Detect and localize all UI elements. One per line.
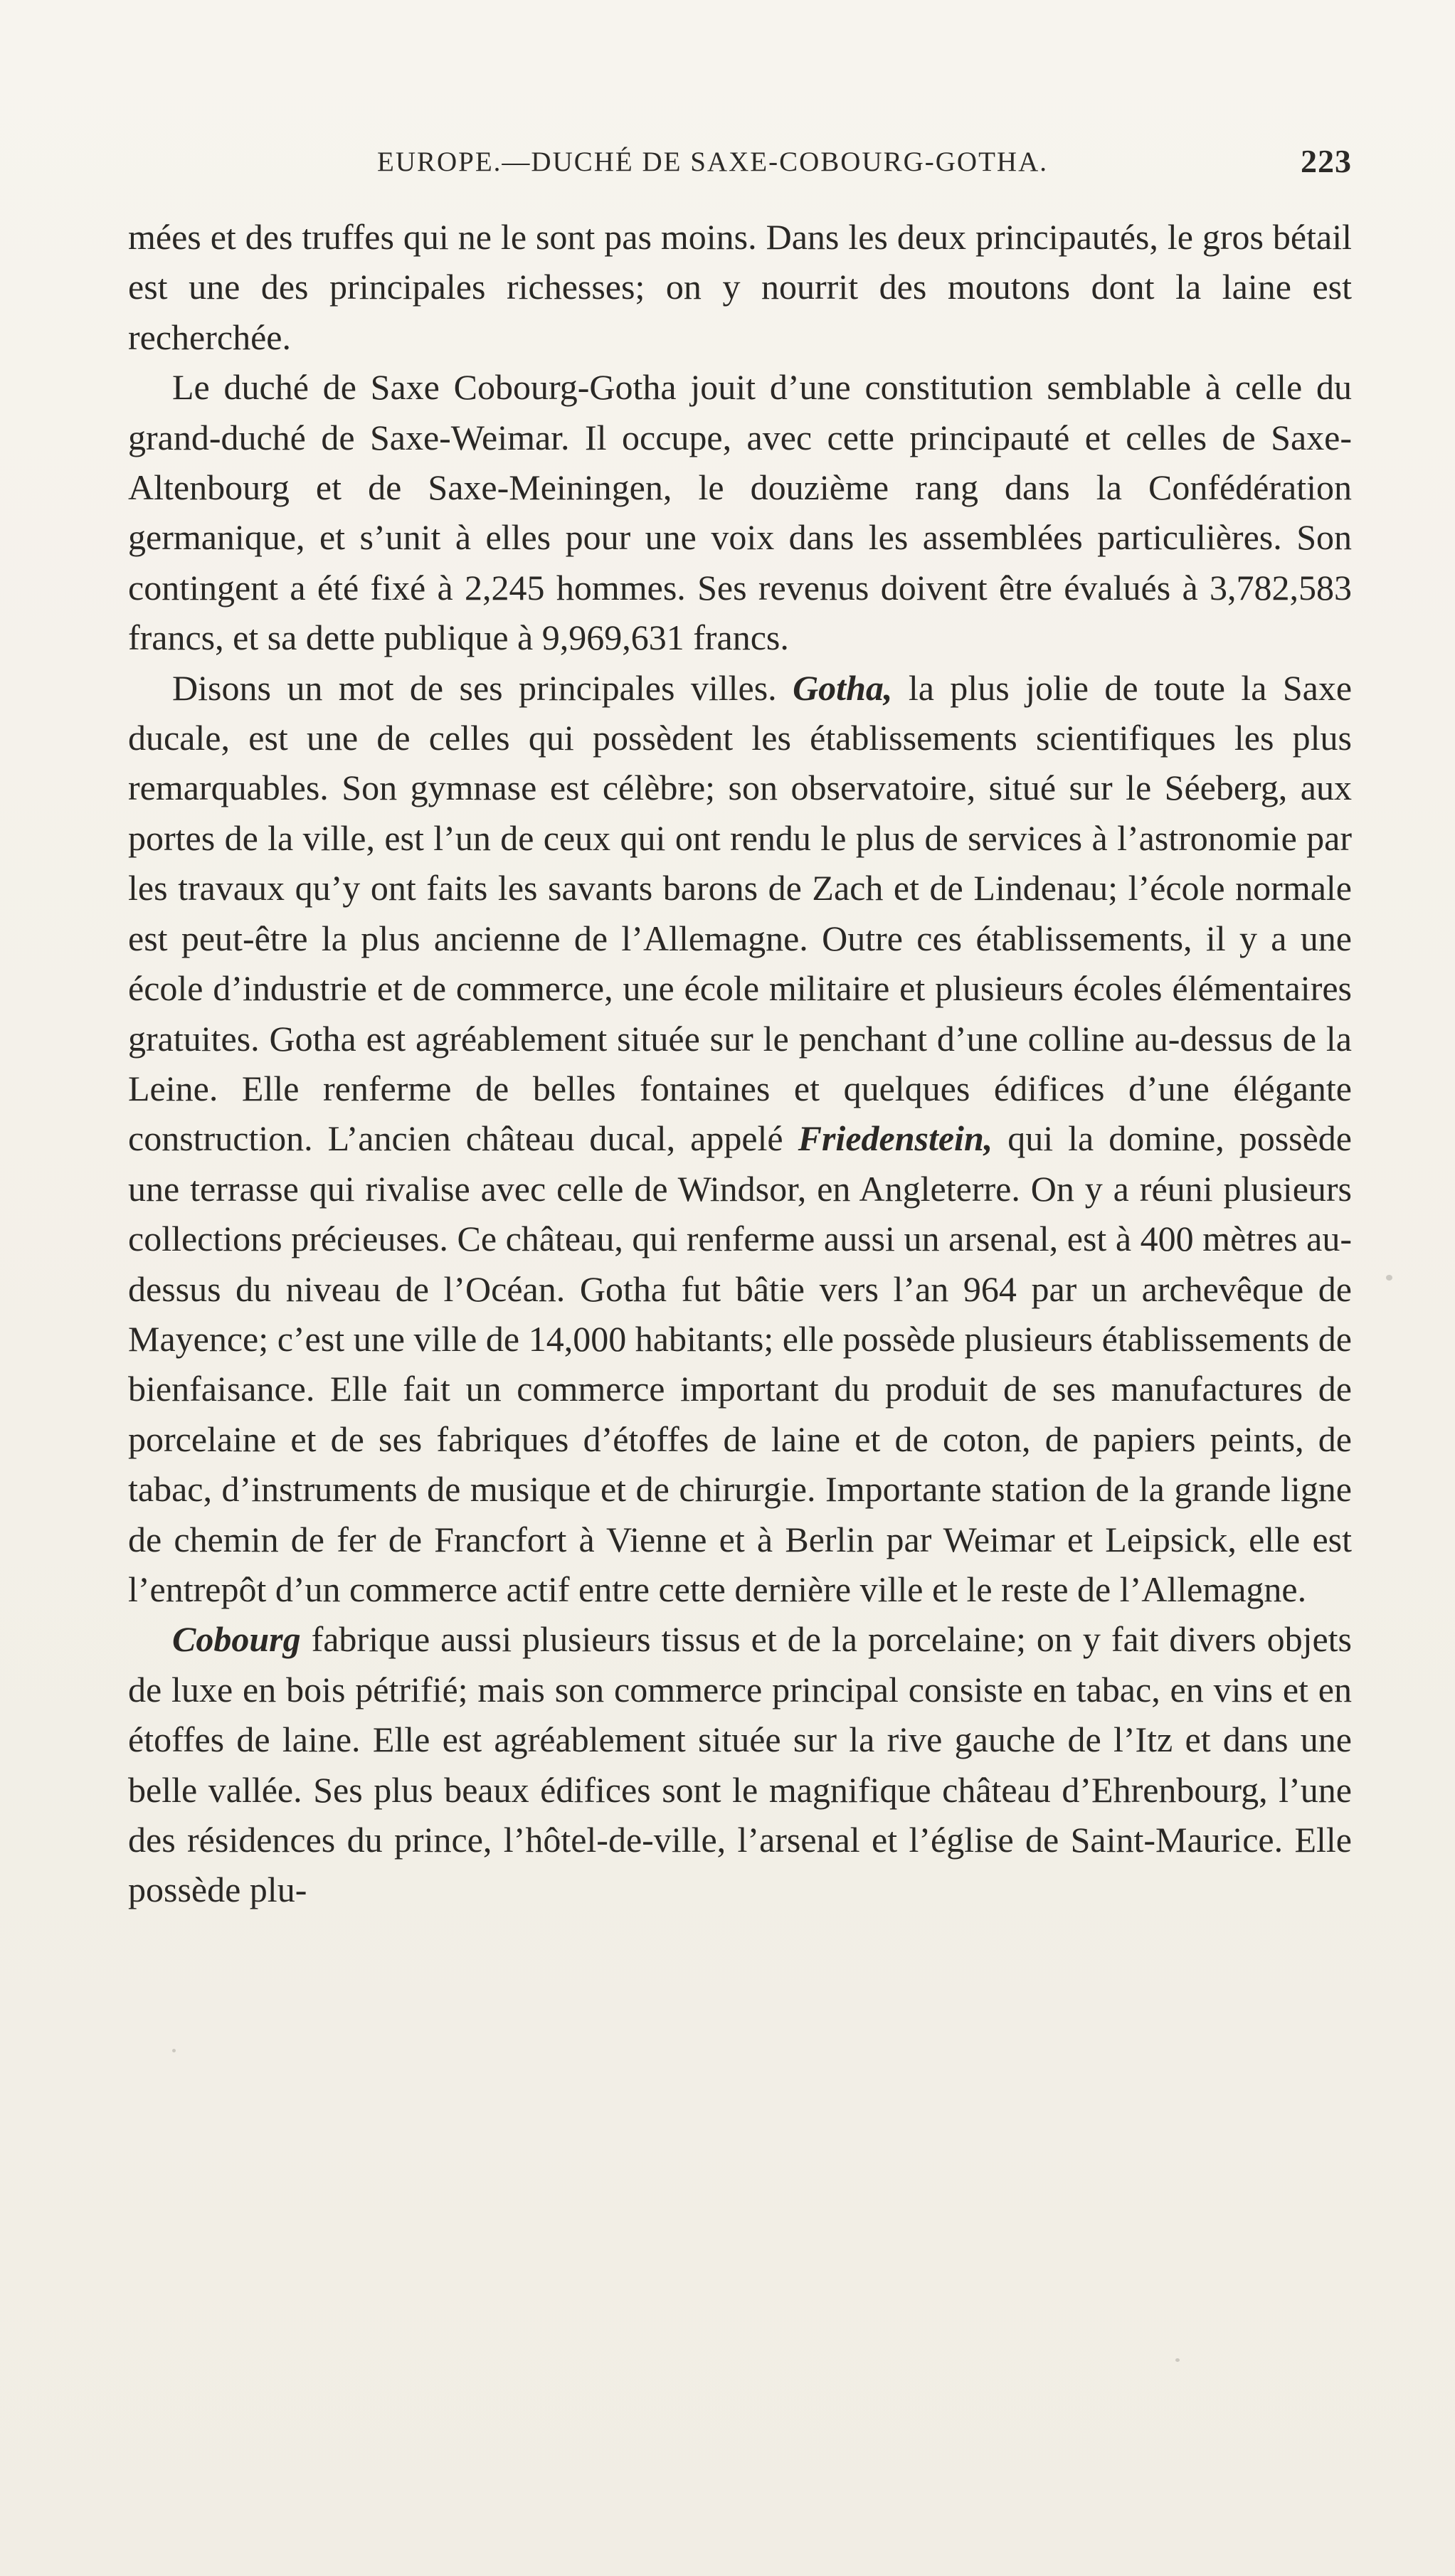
place-name-friedenstein: Friedenstein, [798, 1118, 993, 1159]
page-number: 223 [1301, 143, 1352, 179]
paper-speck [1175, 2358, 1180, 2362]
paragraph-3-intro: Disons un mot de ses principales villes. [172, 667, 777, 708]
paragraph-3-end: qui la domine, possède une terrasse qui rivalise avec celle de Windsor, en Angleterre. On y a réuni plusieurs collections précieuses. Ce château, qui renferme aussi un arsenal, est à 400 mètres au-dessus du niveau de l’Océan. Gotha fut bâtie vers l’an 964 par un archevêque de Mayence; c’est une ville de 14,000 habitants; elle possède plusieurs établissements de bienfaisance. Elle fait un commerce important du produit de ses manufactures de porcelaine et de ses fabriques d’étoffes de laine et de coton, de papiers peints, de tabac, d’instruments de musique et de chirurgie. Importante station de la grande ligne de chemin de fer de Francfort à Vienne et à Berlin par Weimar et Leipsick, elle est l’entrepôt d’un commerce actif entre cette dernière ville et le reste de l’Allemagne. [128, 1118, 1352, 1609]
paper-speck [172, 2049, 176, 2052]
running-head: EUROPE.—DUCHÉ DE SAXE-COBOURG-GOTHA. [377, 147, 1048, 177]
paragraph-1-text: mées et des truffes qui ne le sont pas moins. Dans les deux principautés, le gros bétail est une des principales richesses; on y nourrit des moutons dont la laine est recherchée. [128, 217, 1352, 357]
paragraph-3 [128, 663, 1352, 1615]
place-name-gotha: Gotha, [793, 667, 893, 708]
paper-speck [1386, 1275, 1392, 1281]
body-text [128, 212, 1352, 1915]
paragraph-4 [128, 1614, 1352, 1914]
paragraph-4-text: fabrique aussi plusieurs tissus et de la porcelaine; on y fait divers objets de luxe en bois pétrifié; mais son commerce principal consiste en tabac, en vins et en étoffes de laine. Elle est agréablement située sur la rive gauche de l’Itz et dans une belle vallée. Ses plus beaux édifices sont le magnifique château d’Ehrenbourg, l’une des résidences du prince, l’hôtel-de-ville, l’arsenal et l’église de Saint-Maurice. Elle possède plu- [128, 1619, 1352, 1910]
paragraph-2-text: Le duché de Saxe Cobourg-Gotha jouit d’une constitution semblable à celle du grand-duché de Saxe-Weimar. Il occupe, avec cette principauté et celles de Saxe-Altenbourg et de Saxe-Meiningen, le douzième rang dans la Confédération germanique, et s’unit à elles pour une voix dans les assemblées particulières. Son contingent a été fixé à 2,245 hommes. Ses revenus doivent être évalués à 3,782,583 francs, et sa dette publique à 9,969,631 francs. [128, 367, 1352, 658]
paragraph-1 [128, 212, 1352, 362]
paragraph-3-middle: la plus jolie de toute la Saxe ducale, est une de celles qui possèdent les établissements scientifiques les plus remarquables. Son gymnase est célèbre; son observatoire, situé sur le Séeberg, aux portes de la ville, est l’un de ceux qui ont rendu le plus de services à l’astronomie par les travaux qu’y ont faits les savants barons de Zach et de Lindenau; l’école normale est peut-être la plus ancienne de l’Allemagne. Outre ces établissements, il y a une école d’industrie et de commerce, une école militaire et plusieurs écoles élémentaires gratuites. Gotha est agréablement située sur le penchant d’une colline au-dessus de la Leine. Elle renferme de belles fontaines et quelques édifices d’une élégante construction. L’ancien château ducal, appelé [128, 667, 1353, 1159]
place-name-cobourg: Cobourg [172, 1619, 301, 1660]
page-header [128, 143, 1352, 196]
paragraph-2 [128, 362, 1352, 662]
